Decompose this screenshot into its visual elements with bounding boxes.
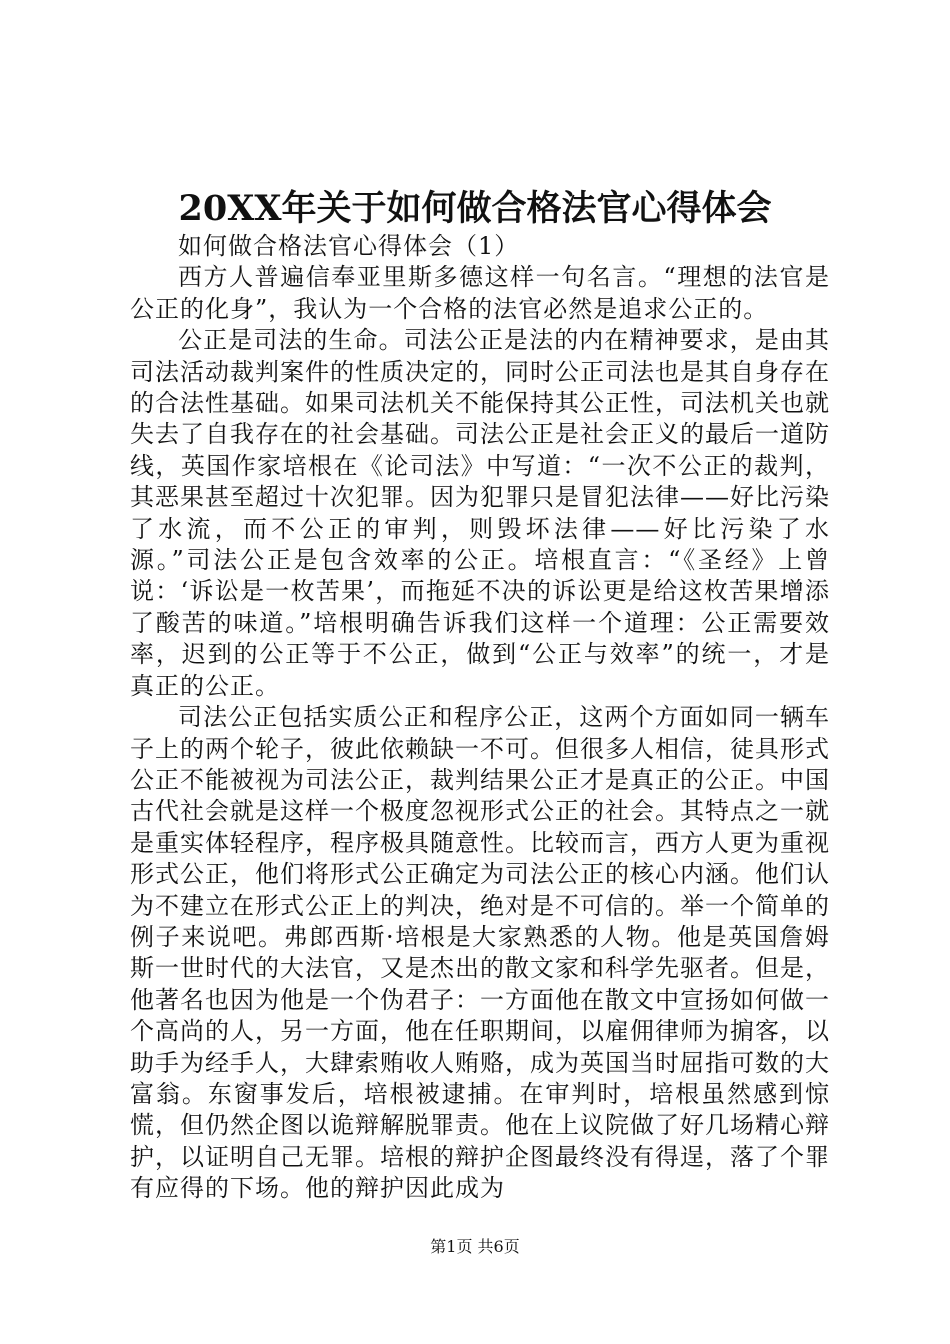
paragraph: 公正是司法的生命。司法公正是法的内在精神要求，是由其司法活动裁判案件的性质决定的，同时公正司法也是其自身存在的合法性基础。如果司法机关不能保持其公正性，司法机关也就失去了自我存在的社会基础。司法公正是社会正义的最后一道防线，英国作家培根在《论司法》中写道：“一次不公正的裁判，其恶果甚至超过十次犯罪。因为犯罪只是冒犯法律——好比污染了水流，而不公正的审判，则毁坏法律——好比污染了水源。”司法公正是包含效率的公正。培根直言：“《圣经》上曾说：‘诉讼是一枚苦果’，而拖延不决的诉讼更是给这枚苦果增添了酸苦的味道。”培根明确告诉我们这样一个道理：公正需要效率，迟到的公正等于不公正，做到“公正与效率”的统一，才是真正的公正。 — [130, 326, 830, 700]
page-footer: 第1页 共6页 — [430, 1237, 520, 1256]
paragraph: 西方人普遍信奉亚里斯多德这样一句名言。“理想的法官是公正的化身”，我认为一个合格的法官必然是追求公正的。 — [130, 263, 830, 323]
document-title: 20XX年关于如何做合格法官心得体会 — [178, 188, 772, 229]
document-body — [130, 231, 830, 1205]
paragraph: 司法公正包括实质公正和程序公正，这两个方面如同一辆车子上的两个轮子，彼此依赖缺一不可。但很多人相信，徒具形式公正不能被视为司法公正，裁判结果公正才是真正的公正。中国古代社会就是这样一个极度忽视形式公正的社会。其特点之一就是重实体轻程序，程序极具随意性。比较而言，西方人更为重视形式公正，他们将形式公正确定为司法公正的核心内涵。他们认为不建立在形式公正上的判决，绝对是不可信的。举一个简单的例子来说吧。弗郎西斯·培根是大家熟悉的人物。他是英国詹姆斯一世时代的大法官，又是杰出的散文家和科学先驱者。但是，他著名也因为他是一个伪君子：一方面他在散文中宣扬如何做一个高尚的人，另一方面，他在任职期间，以雇佣律师为掮客，以助手为经手人，大肆索贿收人贿赂，成为英国当时屈指可数的大富翁。东窗事发后，培根被逮捕。在审判时，培根虽然感到惊慌，但仍然企图以诡辩解脱罪责。他在上议院做了好几场精心辩护，以证明自己无罪。培根的辩护企图最终没有得逞，落了个罪有应得的下场。他的辩护因此成为 — [130, 703, 830, 1203]
paragraph-subtitle: 如何做合格法官心得体会（1） — [178, 232, 520, 260]
